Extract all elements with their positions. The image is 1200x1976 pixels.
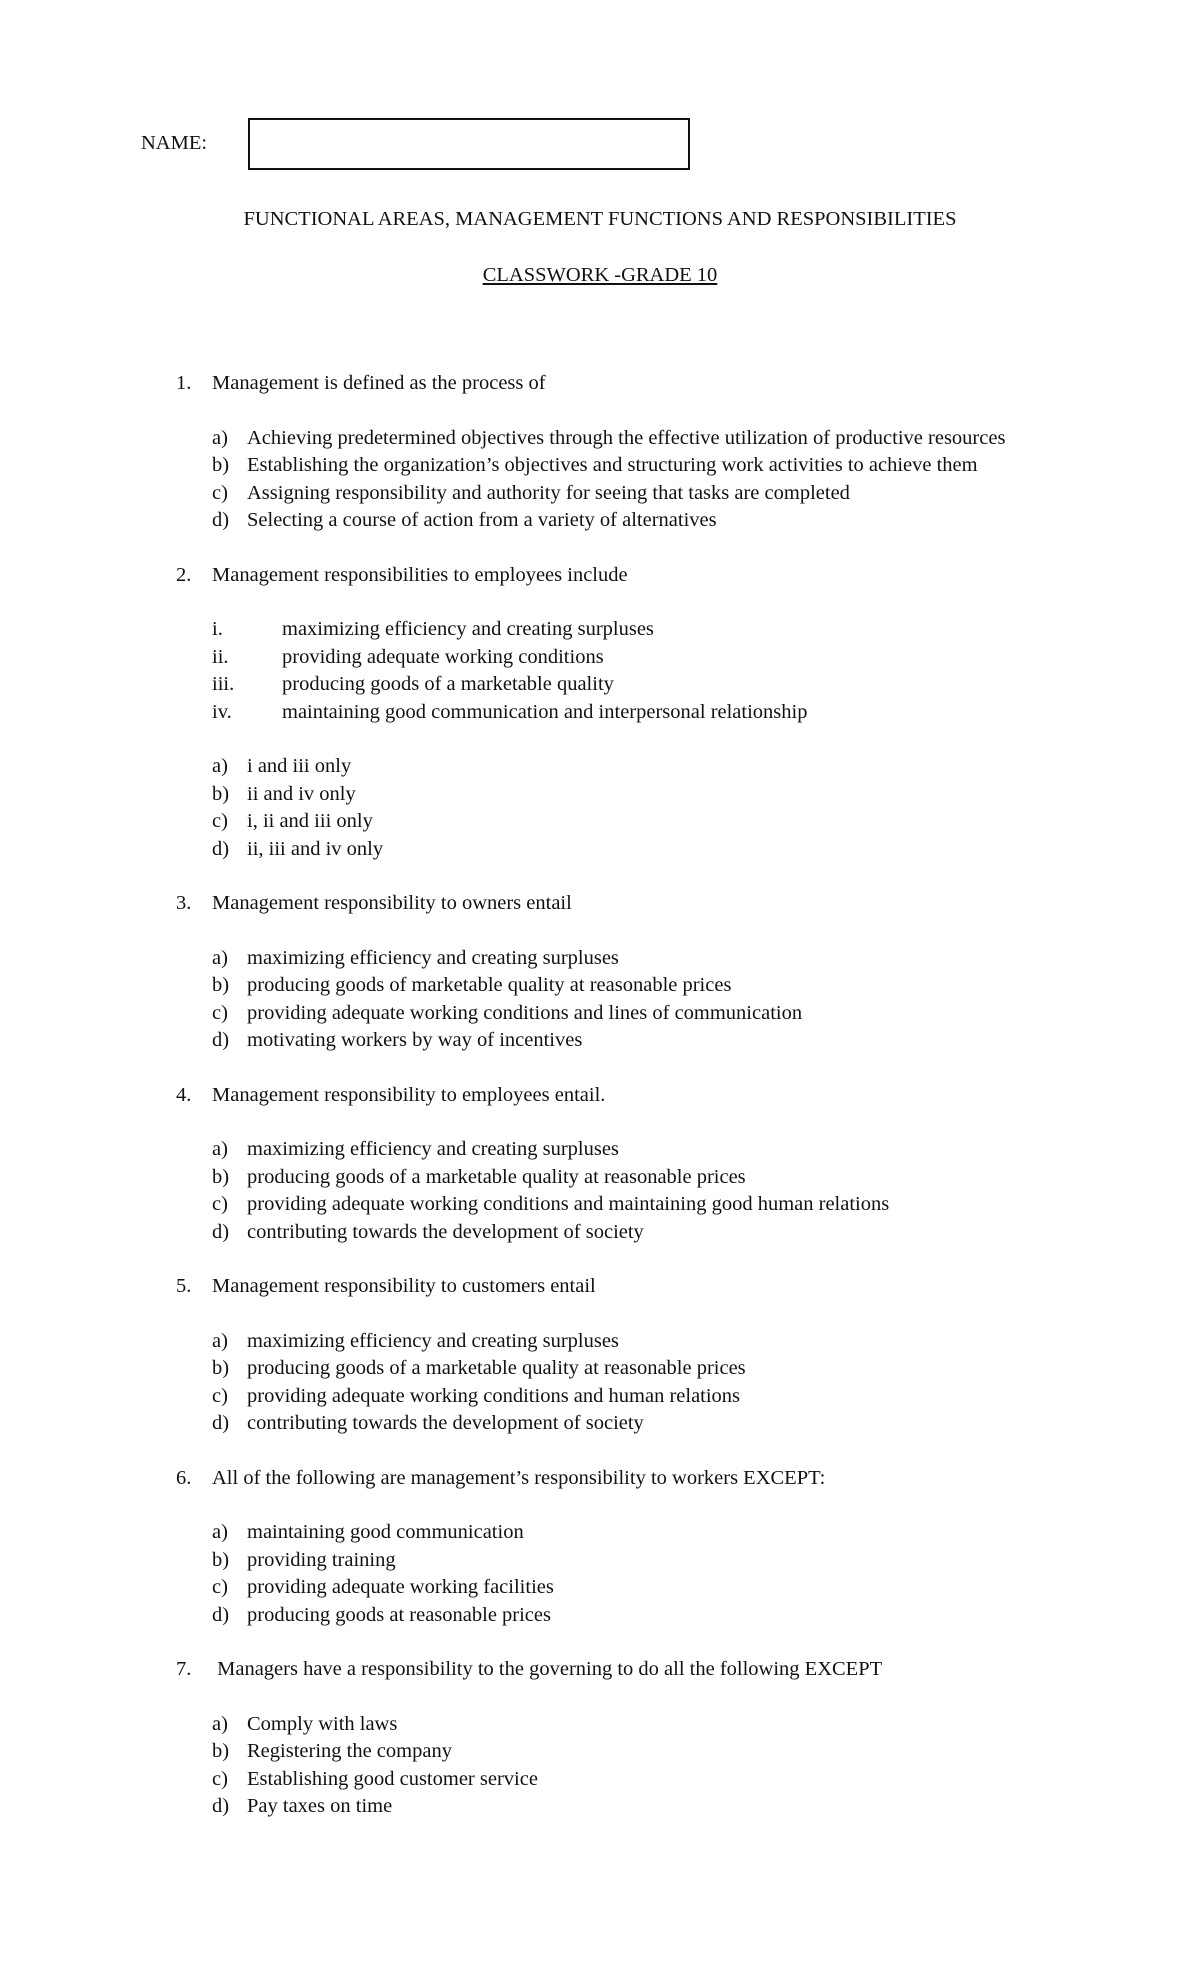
question-text: Management responsibilities to employees include bbox=[212, 563, 628, 586]
answer-option bbox=[212, 425, 1056, 453]
worksheet-title: FUNCTIONAL AREAS, MANAGEMENT FUNCTIONS AND RESPONSIBILITIES bbox=[243, 208, 957, 230]
question-number: 2. bbox=[176, 563, 192, 586]
option-label: b) bbox=[212, 1548, 230, 1571]
worksheet-subtitle: CLASSWORK -GRADE 10 bbox=[482, 264, 718, 286]
statement-label: i. bbox=[212, 618, 223, 640]
question-stem bbox=[176, 1273, 1056, 1301]
statement-text: maintaining good communication and interpersonal relationship bbox=[282, 700, 808, 723]
question-number: 4. bbox=[176, 1083, 192, 1106]
question-6 bbox=[176, 1465, 1056, 1630]
option-label: c) bbox=[212, 1001, 228, 1024]
question-2 bbox=[176, 562, 1056, 864]
answer-option bbox=[212, 753, 1056, 781]
option-label: c) bbox=[212, 1576, 228, 1598]
option-text: Assigning responsibility and authority for seeing that tasks are completed bbox=[247, 481, 850, 504]
option-label: d) bbox=[212, 1220, 230, 1243]
question-4 bbox=[176, 1082, 1056, 1247]
option-text: providing training bbox=[247, 1548, 396, 1571]
option-text: producing goods at reasonable prices bbox=[247, 1603, 551, 1626]
answer-options bbox=[212, 1136, 1056, 1246]
answer-option bbox=[212, 1328, 1056, 1356]
question-number: 5. bbox=[176, 1275, 192, 1297]
answer-option bbox=[212, 1574, 1056, 1602]
option-text: maximizing efficiency and creating surpluses bbox=[247, 1138, 619, 1160]
question-text: Management is defined as the process of bbox=[212, 372, 546, 394]
option-label: b) bbox=[212, 1740, 230, 1762]
statement-item bbox=[212, 644, 1056, 672]
answer-option bbox=[212, 507, 1056, 535]
answer-option bbox=[212, 1547, 1056, 1575]
answer-options bbox=[212, 753, 1056, 863]
statement-list bbox=[212, 616, 1056, 726]
option-label: d) bbox=[212, 1603, 230, 1626]
option-label: b) bbox=[212, 1165, 230, 1188]
answer-option bbox=[212, 1164, 1056, 1192]
option-label: b) bbox=[212, 1357, 230, 1379]
option-label: a) bbox=[212, 426, 228, 449]
answer-option bbox=[212, 1191, 1056, 1219]
question-1 bbox=[176, 370, 1056, 535]
question-text: Managers have a responsibility to the governing to do all the following EXCEPT bbox=[212, 1658, 883, 1680]
option-text: motivating workers by way of incentives bbox=[247, 1029, 583, 1051]
answer-options bbox=[212, 425, 1056, 535]
answer-option bbox=[212, 1027, 1056, 1055]
answer-option bbox=[212, 1410, 1056, 1438]
option-label: a) bbox=[212, 946, 228, 969]
statement-label: ii. bbox=[212, 645, 229, 668]
question-list bbox=[176, 370, 1056, 1848]
option-label: a) bbox=[212, 1138, 228, 1160]
answer-options bbox=[212, 1711, 1056, 1821]
answer-option bbox=[212, 1738, 1056, 1766]
statement-text: providing adequate working conditions bbox=[282, 645, 604, 668]
option-text: providing adequate working conditions and lines of communication bbox=[247, 1001, 803, 1024]
option-label: d) bbox=[212, 1029, 230, 1051]
option-label: c) bbox=[212, 1193, 228, 1215]
answer-option bbox=[212, 1383, 1056, 1411]
answer-options bbox=[212, 1519, 1056, 1629]
option-text: maximizing efficiency and creating surpluses bbox=[247, 1329, 619, 1352]
question-text: Management responsibility to customers entail bbox=[212, 1275, 596, 1297]
statement-text: maximizing efficiency and creating surpluses bbox=[282, 618, 654, 640]
option-label: b) bbox=[212, 974, 230, 996]
statement-text: producing goods of a marketable quality bbox=[282, 673, 614, 695]
option-text: producing goods of a marketable quality at reasonable prices bbox=[247, 1357, 746, 1379]
statement-item bbox=[212, 671, 1056, 699]
option-text: Selecting a course of action from a variety of alternatives bbox=[247, 509, 717, 531]
option-text: Pay taxes on time bbox=[247, 1795, 393, 1817]
answer-option bbox=[212, 1519, 1056, 1547]
option-text: providing adequate working facilities bbox=[247, 1576, 554, 1598]
option-label: a) bbox=[212, 1712, 228, 1735]
answer-option bbox=[212, 1355, 1056, 1383]
option-label: d) bbox=[212, 509, 230, 531]
question-text: Management responsibility to owners entail bbox=[212, 892, 572, 914]
name-row bbox=[141, 116, 690, 171]
question-text: All of the following are management’s responsibility to workers EXCEPT: bbox=[212, 1466, 826, 1489]
option-text: producing goods of a marketable quality at reasonable prices bbox=[247, 1165, 746, 1188]
question-stem bbox=[176, 1082, 1056, 1110]
question-number: 7. bbox=[176, 1658, 192, 1680]
option-label: a) bbox=[212, 1329, 228, 1352]
answer-option bbox=[212, 1766, 1056, 1794]
answer-option bbox=[212, 836, 1056, 864]
option-label: b) bbox=[212, 782, 230, 805]
option-text: contributing towards the development of society bbox=[247, 1412, 644, 1434]
answer-option bbox=[212, 945, 1056, 973]
option-label: d) bbox=[212, 1795, 230, 1817]
option-text: Achieving predetermined objectives through the effective utilization of productive resources bbox=[247, 426, 1006, 449]
question-stem bbox=[176, 370, 1056, 398]
question-stem bbox=[176, 1656, 1056, 1684]
option-text: maintaining good communication bbox=[247, 1521, 524, 1543]
answer-option bbox=[212, 1602, 1056, 1630]
question-text: Management responsibility to employees entail. bbox=[212, 1083, 606, 1106]
option-label: c) bbox=[212, 810, 228, 832]
question-stem bbox=[176, 1465, 1056, 1493]
question-stem bbox=[176, 890, 1056, 918]
answer-option bbox=[212, 1136, 1056, 1164]
option-text: Comply with laws bbox=[247, 1712, 398, 1735]
question-number: 1. bbox=[176, 372, 192, 394]
answer-option bbox=[212, 480, 1056, 508]
answer-option bbox=[212, 452, 1056, 480]
option-text: Establishing good customer service bbox=[247, 1767, 538, 1790]
answer-option bbox=[212, 1000, 1056, 1028]
question-3 bbox=[176, 890, 1056, 1055]
option-text: providing adequate working conditions and human relations bbox=[247, 1384, 741, 1407]
answer-option bbox=[212, 972, 1056, 1000]
option-label: a) bbox=[212, 755, 228, 777]
option-text: i, ii and iii only bbox=[247, 810, 373, 832]
option-text: producing goods of marketable quality at reasonable prices bbox=[247, 974, 732, 996]
option-text: i and iii only bbox=[247, 755, 352, 777]
statement-item bbox=[212, 616, 1056, 644]
answer-options bbox=[212, 1328, 1056, 1438]
question-5 bbox=[176, 1273, 1056, 1438]
option-label: d) bbox=[212, 1412, 230, 1434]
name-label: NAME: bbox=[141, 131, 208, 154]
option-label: c) bbox=[212, 1767, 228, 1790]
statement-label: iii. bbox=[212, 673, 235, 695]
option-text: maximizing efficiency and creating surpluses bbox=[247, 946, 619, 969]
answer-option bbox=[212, 781, 1056, 809]
option-label: b) bbox=[212, 454, 230, 476]
question-7 bbox=[176, 1656, 1056, 1821]
option-label: c) bbox=[212, 1384, 228, 1407]
question-stem bbox=[176, 562, 1056, 590]
option-text: Establishing the organization’s objectives and structuring work activities to achieve them bbox=[247, 454, 978, 476]
option-text: providing adequate working conditions and maintaining good human relations bbox=[247, 1193, 890, 1215]
option-label: d) bbox=[212, 837, 230, 860]
answer-option bbox=[212, 808, 1056, 836]
option-text: Registering the company bbox=[247, 1740, 452, 1762]
question-number: 6. bbox=[176, 1466, 192, 1489]
statement-label: iv. bbox=[212, 700, 232, 723]
option-text: contributing towards the development of society bbox=[247, 1220, 644, 1243]
name-field[interactable] bbox=[248, 118, 690, 170]
answer-option bbox=[212, 1219, 1056, 1247]
option-label: a) bbox=[212, 1521, 228, 1543]
answer-option bbox=[212, 1711, 1056, 1739]
option-label: c) bbox=[212, 481, 228, 504]
answer-options bbox=[212, 945, 1056, 1055]
option-text: ii and iv only bbox=[247, 782, 356, 805]
question-number: 3. bbox=[176, 892, 192, 914]
answer-option bbox=[212, 1793, 1056, 1821]
option-text: ii, iii and iv only bbox=[247, 837, 384, 860]
statement-item bbox=[212, 699, 1056, 727]
